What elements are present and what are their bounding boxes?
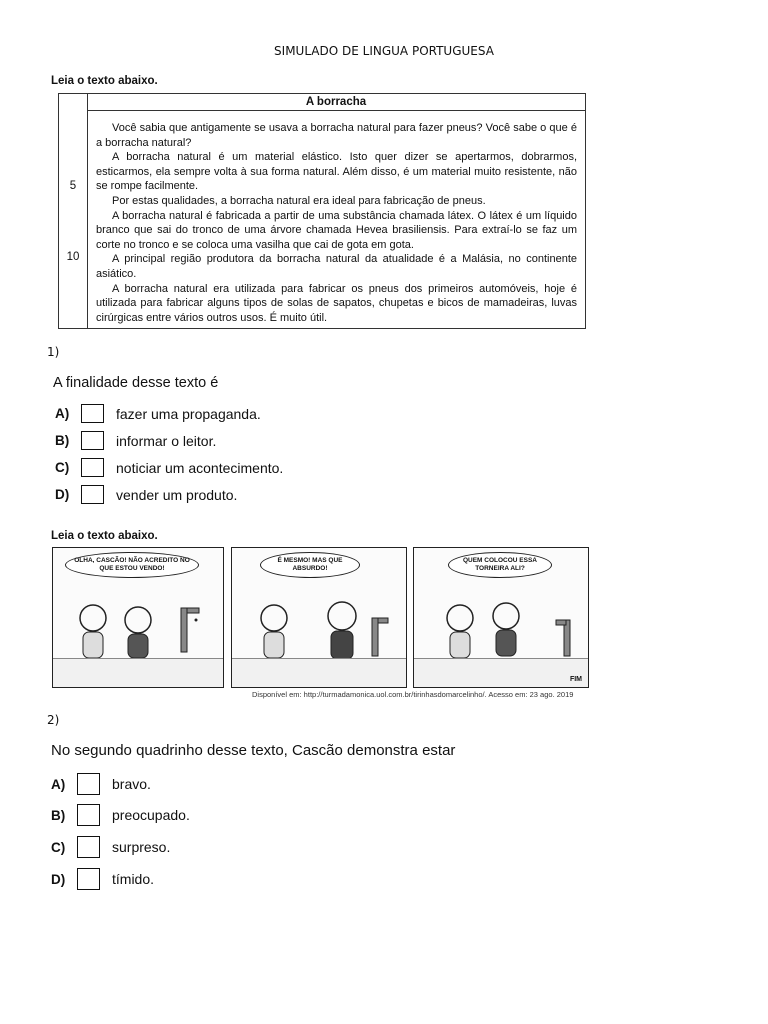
comic-panel-3	[413, 547, 589, 688]
question-1-option-a[interactable]	[55, 404, 261, 423]
comic-ground	[232, 658, 406, 687]
option-text: bravo.	[112, 776, 151, 792]
option-letter: D)	[51, 871, 66, 887]
question-2-option-a[interactable]	[51, 773, 151, 795]
question-1-option-c[interactable]	[55, 458, 283, 477]
document-title: SIMULADO DE LINGUA PORTUGUESA	[274, 44, 494, 58]
question-1-option-d[interactable]	[55, 485, 237, 504]
question-1-stem: A finalidade desse texto é	[53, 375, 219, 391]
comic-ground	[53, 658, 223, 687]
question-2-number: 2)	[47, 713, 60, 727]
option-letter: C)	[55, 460, 70, 475]
speech-bubble: OLHA, CASCÃO! NÃO ACREDITO NO QUE ESTOU VENDO!	[65, 552, 199, 578]
reading-body	[96, 121, 577, 325]
answer-checkbox[interactable]	[77, 804, 100, 826]
reading-text-box	[58, 93, 586, 329]
answer-checkbox[interactable]	[81, 485, 104, 504]
option-text: fazer uma propaganda.	[116, 405, 261, 422]
question-1-number: 1)	[47, 345, 60, 359]
line-number-column	[59, 94, 88, 328]
speech-bubble: É MESMO! MAS QUE ABSURDO!	[260, 552, 360, 578]
option-letter: A)	[51, 776, 66, 792]
question-2-option-c[interactable]	[51, 836, 170, 858]
option-letter: C)	[51, 839, 66, 855]
answer-checkbox[interactable]	[77, 868, 100, 890]
question-1-option-b[interactable]	[55, 431, 216, 450]
option-text: noticiar um acontecimento.	[116, 459, 284, 476]
option-letter: D)	[55, 487, 70, 502]
answer-checkbox[interactable]	[81, 431, 104, 450]
reading-title: A borracha	[87, 94, 585, 111]
reading-paragraph: Você sabia que antigamente se usava a borracha natural para fazer pneus? Você sabe o que é a borracha natural?	[96, 122, 577, 149]
question-2-stem: No segundo quadrinho desse texto, Cascão demonstra estar	[51, 742, 456, 759]
question-2-option-d[interactable]	[51, 868, 154, 890]
option-text: tímido.	[112, 871, 155, 887]
option-letter: A)	[55, 406, 70, 421]
speech-bubble: QUEM COLOCOU ESSA TORNEIRA ALI?	[448, 552, 552, 578]
reading-paragraph: A borracha natural era utilizada para fabricar os pneus dos primeiros automóveis, hoje é utilizada para fabricar alguns tipos de solas de sapatos, chupetas e bicos de mamadeiras, luvas cirúrgicas entre vários outros usos. É muito útil.	[96, 282, 577, 324]
comic-end-mark: FIM	[569, 676, 582, 683]
question-2-option-b[interactable]	[51, 804, 190, 826]
line-number: 5	[69, 180, 77, 192]
reading-paragraph: A borracha natural é fabricada a partir de uma substância chamada látex. O látex é um líquido branco que sai do tronco de uma árvore chamada Hevea brasiliensis. Para extraí-lo se faz um corte no tronco e se coloca uma vasilha que cai de gota em gota.	[96, 209, 577, 251]
comic-source: Disponível em: http://turmadamonica.uol.com.br/tirinhasdomarcelinho/. Acesso em: 23 ago. 2019	[252, 690, 574, 699]
reading-instruction-1: Leia o texto abaixo.	[51, 75, 158, 87]
line-number: 10	[66, 251, 80, 263]
comic-panel-1	[52, 547, 224, 688]
option-text: informar o leitor.	[116, 432, 217, 449]
reading-paragraph: A borracha natural é um material elástico. Isto quer dizer se apertarmos, dobrarmos, esticarmos, ela sempre volta à sua forma natural. Além disso, é um material muito resistente, não se rompe facilmente.	[96, 151, 577, 193]
comic-panel-2	[231, 547, 407, 688]
option-text: surpreso.	[112, 839, 171, 855]
comic-ground	[414, 658, 588, 687]
option-text: vender um produto.	[116, 486, 238, 503]
answer-checkbox[interactable]	[77, 773, 100, 795]
answer-checkbox[interactable]	[77, 836, 100, 858]
option-letter: B)	[55, 433, 70, 448]
answer-checkbox[interactable]	[81, 458, 104, 477]
option-text: preocupado.	[112, 807, 190, 823]
option-letter: B)	[51, 807, 66, 823]
answer-checkbox[interactable]	[81, 404, 104, 423]
reading-paragraph: Por estas qualidades, a borracha natural era ideal para fabricação de pneus.	[112, 194, 486, 207]
reading-paragraph: A principal região produtora da borracha natural da atualidade é a Malásia, no continente asiático.	[96, 253, 577, 280]
reading-instruction-2: Leia o texto abaixo.	[51, 530, 158, 542]
